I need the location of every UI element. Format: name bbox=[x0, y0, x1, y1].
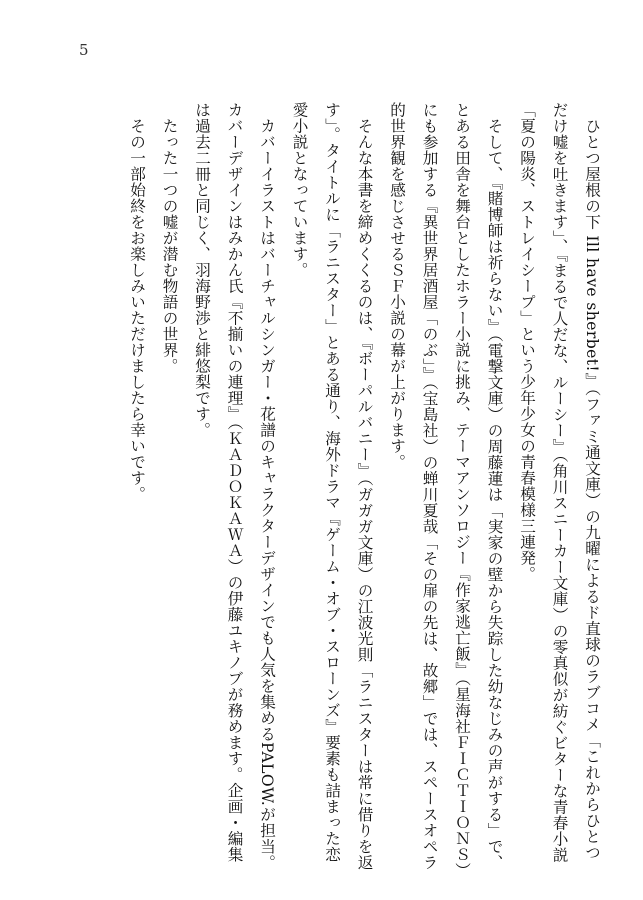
paragraph-6: その一部始終をお楽しみいただけましたら幸いです。 bbox=[128, 117, 146, 502]
paragraph-5: たった一つの嘘が潜む物語の世界。 bbox=[160, 117, 179, 374]
body-text bbox=[121, 102, 609, 872]
paragraph-1: ひとつ屋根の下 Ill have sherbet!』（ファミ通文庫）の九曜によるド直球のラブコメ「これからひとつだけ嘘を吐きます」、『まるで人だな、ルーシー』（角川スニーカー文庫）の零真似が紡ぐビターな青春小説「夏の陽炎、ストレイシープ」という少年少女の青春模様三連発。 bbox=[518, 102, 601, 863]
paragraph-3: そんな本書を締めくくるのは、『ボーパルバニー』（ガガガ文庫）の江波光則「ラニスターは常に借りを返す」。タイトルに「ラニスター」とある通り、海外ドラマ『ゲーム・オブ・スローンズ』要素も詰まった恋愛小説となっています。 bbox=[290, 102, 374, 870]
page-number: 5 bbox=[79, 41, 89, 59]
paragraph-2: そして、『賭博師は祈らない』（電撃文庫）の周藤蓮は「実家の壁から失踪した幼なじみの声がする」で、とある田舎を舞台としたホラー小説に挑み、テーマアンソロジー『作家逃亡飯』（星海社ＦＩＣＴＩＯＮＳ）にも参加する『異世界居酒屋「のぶ」』（宝島社）の蝉川夏哉「その扉の先は、故郷」では、スペースオペラ的世界観を感じさせるＳＦ小説の幕が上がります。 bbox=[388, 102, 504, 871]
paragraph-4: カバーイラストはバーチャルシンガー・花譜のキャラクターデザインでも人気を集めるPALOW.が担当。カバーデザインはみかん氏『不揃いの連理』（ＫＡＤＯＫＡＷＡ）の伊藤ユキノブが務めます。企画・編集は過去二冊と同じく、羽海野渉と緋悠梨です。 bbox=[193, 102, 276, 870]
